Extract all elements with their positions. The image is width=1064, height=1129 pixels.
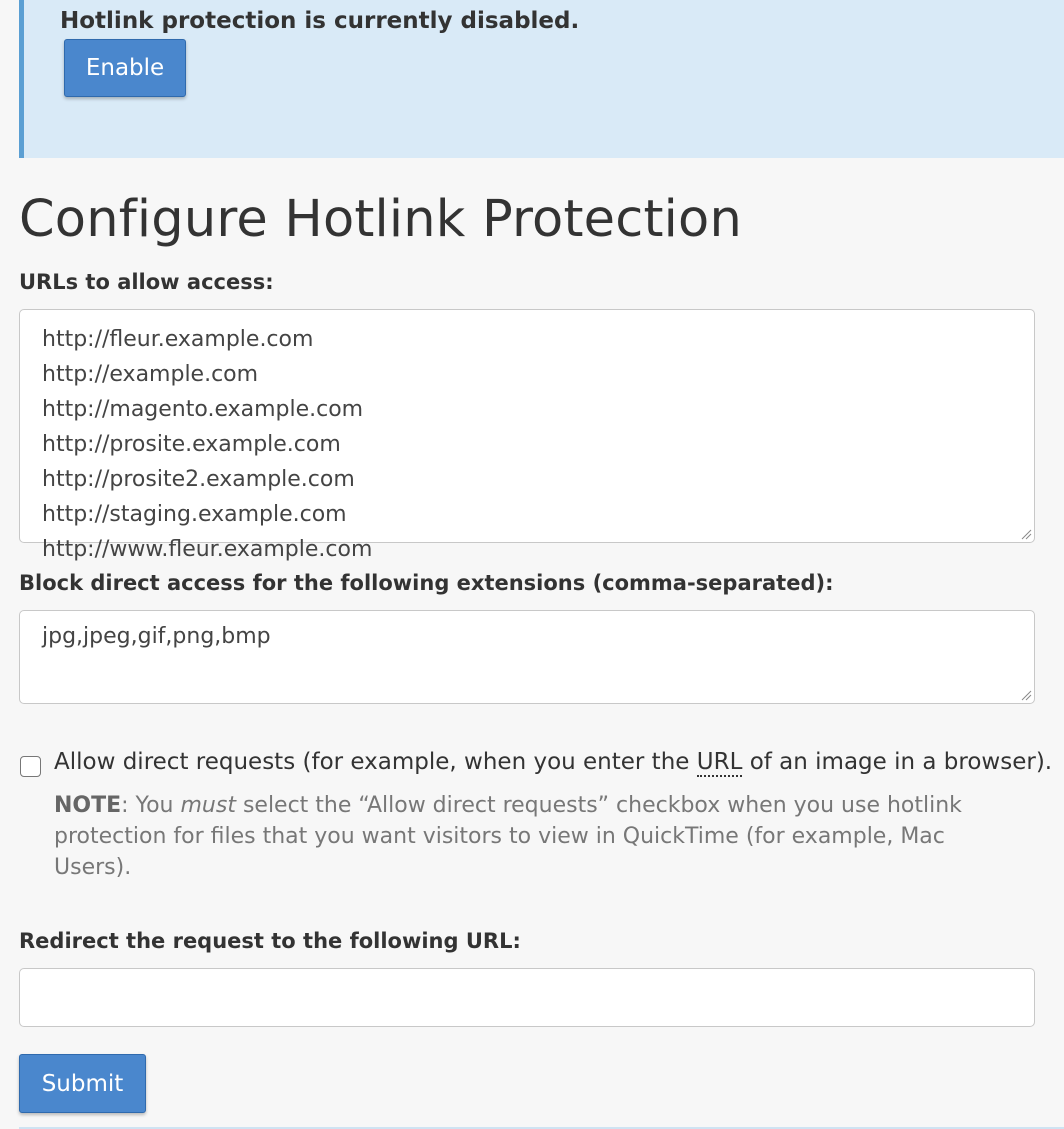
urls-label: URLs to allow access:: [19, 270, 274, 294]
direct-requests-note: [54, 790, 1014, 883]
status-alert: [19, 0, 1064, 158]
extensions-value: jpg,jpeg,gif,png,bmp: [42, 624, 271, 649]
url-line: http://example.com: [42, 362, 259, 387]
extensions-label: Block direct access for the following extensions (comma-separated):: [19, 571, 834, 595]
urls-textarea[interactable]: [19, 309, 1035, 562]
label-text-after: of an image in a browser).: [742, 749, 1053, 775]
resize-handle-icon[interactable]: [1020, 528, 1032, 540]
alert-message: Hotlink protection is currently disabled.: [60, 8, 580, 34]
redirect-url-input[interactable]: [19, 968, 1035, 1027]
page-title: Configure Hotlink Protection: [19, 190, 742, 249]
note-emphasis: must: [180, 793, 236, 818]
url-line: http://fleur.example.com: [42, 327, 314, 352]
note-text-2: select the “Allow direct requests” checkbox when you use hotlink protection for files that you want visitors to view in QuickTime (for example, Mac Users).: [54, 793, 962, 880]
redirect-label: Redirect the request to the following URL:: [19, 929, 521, 953]
enable-button[interactable]: Enable: [64, 39, 186, 97]
urls-list: [42, 324, 372, 569]
submit-button[interactable]: Submit: [19, 1054, 146, 1113]
allow-direct-requests-label[interactable]: [54, 749, 1052, 775]
note-strong: NOTE: [54, 793, 122, 818]
note-text-1: : You: [121, 793, 181, 818]
label-text-before: Allow direct requests (for example, when you enter the: [54, 749, 697, 775]
url-line: http://prosite2.example.com: [42, 467, 355, 492]
url-line: http://magento.example.com: [42, 397, 364, 422]
url-abbreviation: URL: [696, 749, 743, 775]
url-line: http://www.fleur.example.com: [42, 537, 373, 562]
extensions-textarea[interactable]: [19, 610, 1035, 704]
url-line: http://prosite.example.com: [42, 432, 341, 457]
allow-direct-requests-checkbox[interactable]: [20, 756, 41, 777]
resize-handle-icon[interactable]: [1020, 689, 1032, 701]
url-line: http://staging.example.com: [42, 502, 347, 527]
